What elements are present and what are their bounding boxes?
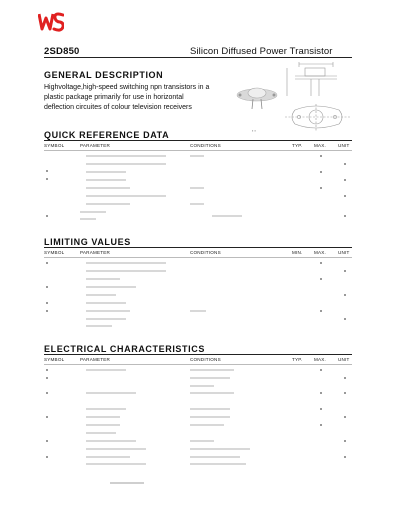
table-row	[46, 302, 48, 304]
header-separator	[44, 364, 352, 365]
table-row	[344, 294, 346, 296]
table-row	[320, 392, 322, 394]
table-row	[86, 286, 136, 288]
column-header: UNIT	[338, 357, 350, 362]
ws-logo-icon	[38, 12, 64, 32]
column-header: CONDITIONS	[190, 250, 221, 255]
column-header: TYP.	[292, 143, 303, 148]
table-row	[344, 215, 346, 217]
table-row	[344, 440, 346, 442]
table-row	[86, 463, 146, 465]
section-rule	[44, 247, 352, 248]
column-header: MAX.	[314, 143, 327, 148]
table-row	[320, 171, 322, 173]
table-row	[46, 369, 48, 371]
table-row	[86, 302, 126, 304]
table-row	[344, 163, 346, 165]
table-row	[86, 416, 120, 418]
column-header: SYMBOL	[44, 143, 65, 148]
table-row	[86, 432, 116, 434]
table-row	[86, 171, 126, 173]
table-row	[46, 262, 48, 264]
column-header: PARAMETER	[80, 357, 111, 362]
table-row	[86, 270, 166, 272]
section-rule	[44, 354, 352, 355]
table-row	[86, 369, 126, 371]
table-row	[344, 392, 346, 394]
table-row	[190, 392, 234, 394]
table-row	[46, 416, 48, 418]
table-row	[190, 369, 234, 371]
table-row	[344, 179, 346, 181]
table-row	[86, 294, 116, 296]
table-row	[86, 318, 126, 320]
column-header: MAX.	[314, 250, 327, 255]
table-row	[320, 155, 322, 157]
header-separator	[44, 257, 352, 258]
document-title: Silicon Diffused Power Transistor	[190, 46, 333, 57]
table-row	[86, 325, 112, 327]
table-row	[86, 179, 126, 181]
table-row	[86, 310, 130, 312]
column-header: UNIT	[338, 143, 350, 148]
description-line: Highvoltage,high-speed switching npn transistors in a	[44, 84, 210, 91]
table-row	[344, 416, 346, 418]
transistor-package-icon	[236, 84, 278, 110]
column-header: TYP.	[292, 357, 303, 362]
table-row	[86, 392, 136, 394]
table-row	[46, 440, 48, 442]
table-row	[344, 195, 346, 197]
table-row	[344, 456, 346, 458]
header-rule	[44, 57, 352, 58]
table-row	[320, 187, 322, 189]
section-rule	[44, 140, 352, 141]
table-row	[86, 278, 120, 280]
column-header: CONDITIONS	[190, 357, 221, 362]
page-footer	[110, 482, 144, 484]
table-row	[320, 369, 322, 371]
table-row	[190, 377, 230, 379]
table-row	[86, 456, 130, 458]
table-row	[86, 203, 130, 205]
table-row	[46, 377, 48, 379]
table-row	[344, 270, 346, 272]
table-row	[80, 211, 106, 213]
table-row	[320, 262, 322, 264]
table-row	[212, 215, 242, 217]
table-row	[190, 448, 250, 450]
table-row	[46, 286, 48, 288]
column-header: MAX.	[314, 357, 327, 362]
part-number: 2SD850	[44, 46, 80, 57]
column-header: MIN.	[292, 250, 303, 255]
package-drawing-icon	[285, 62, 355, 138]
table-row	[190, 440, 214, 442]
table-row	[190, 456, 240, 458]
description-line: deflection circuites of colour television receivers	[44, 104, 192, 111]
table-row	[86, 187, 130, 189]
limiting-values-heading: LIMITING VALUES	[44, 237, 131, 247]
table-row	[86, 440, 136, 442]
table-row	[190, 416, 230, 418]
table-row	[190, 385, 214, 387]
table-row	[190, 155, 204, 157]
table-row	[86, 195, 166, 197]
table-row	[190, 463, 246, 465]
table-row	[320, 408, 322, 410]
table-row	[86, 424, 120, 426]
table-row	[190, 408, 230, 410]
table-row	[344, 377, 346, 379]
column-header: SYMBOL	[44, 250, 65, 255]
general-description-text	[44, 83, 229, 113]
column-header: PARAMETER	[80, 250, 111, 255]
table-row	[86, 262, 166, 264]
table-row	[190, 424, 224, 426]
table-row	[344, 318, 346, 320]
table-row	[46, 215, 48, 217]
table-row	[86, 155, 166, 157]
table-row	[320, 424, 322, 426]
table-row	[320, 310, 322, 312]
header-separator	[44, 150, 352, 151]
table-row	[86, 163, 166, 165]
table-row	[46, 310, 48, 312]
table-row	[190, 310, 206, 312]
column-header: CONDITIONS	[190, 143, 221, 148]
column-header: PARAMETER	[80, 143, 111, 148]
table-row	[320, 278, 322, 280]
general-description-heading: GENERAL DESCRIPTION	[44, 70, 164, 80]
electrical-characteristics-heading: ELECTRICAL CHARACTERISTICS	[44, 344, 205, 354]
column-header: SYMBOL	[44, 357, 65, 362]
table-row	[46, 392, 48, 394]
table-row	[86, 448, 146, 450]
table-row	[46, 456, 48, 458]
table-row	[190, 187, 204, 189]
column-header: UNIT	[338, 250, 350, 255]
table-row	[46, 178, 48, 180]
description-line: plastic package primarily for use in horizontal	[44, 94, 184, 101]
table-row	[86, 408, 126, 410]
package-caption: ▪ ▪	[252, 128, 256, 133]
table-row	[80, 218, 96, 220]
table-row	[46, 170, 48, 172]
quick-reference-heading: QUICK REFERENCE DATA	[44, 130, 170, 140]
table-row	[190, 203, 204, 205]
